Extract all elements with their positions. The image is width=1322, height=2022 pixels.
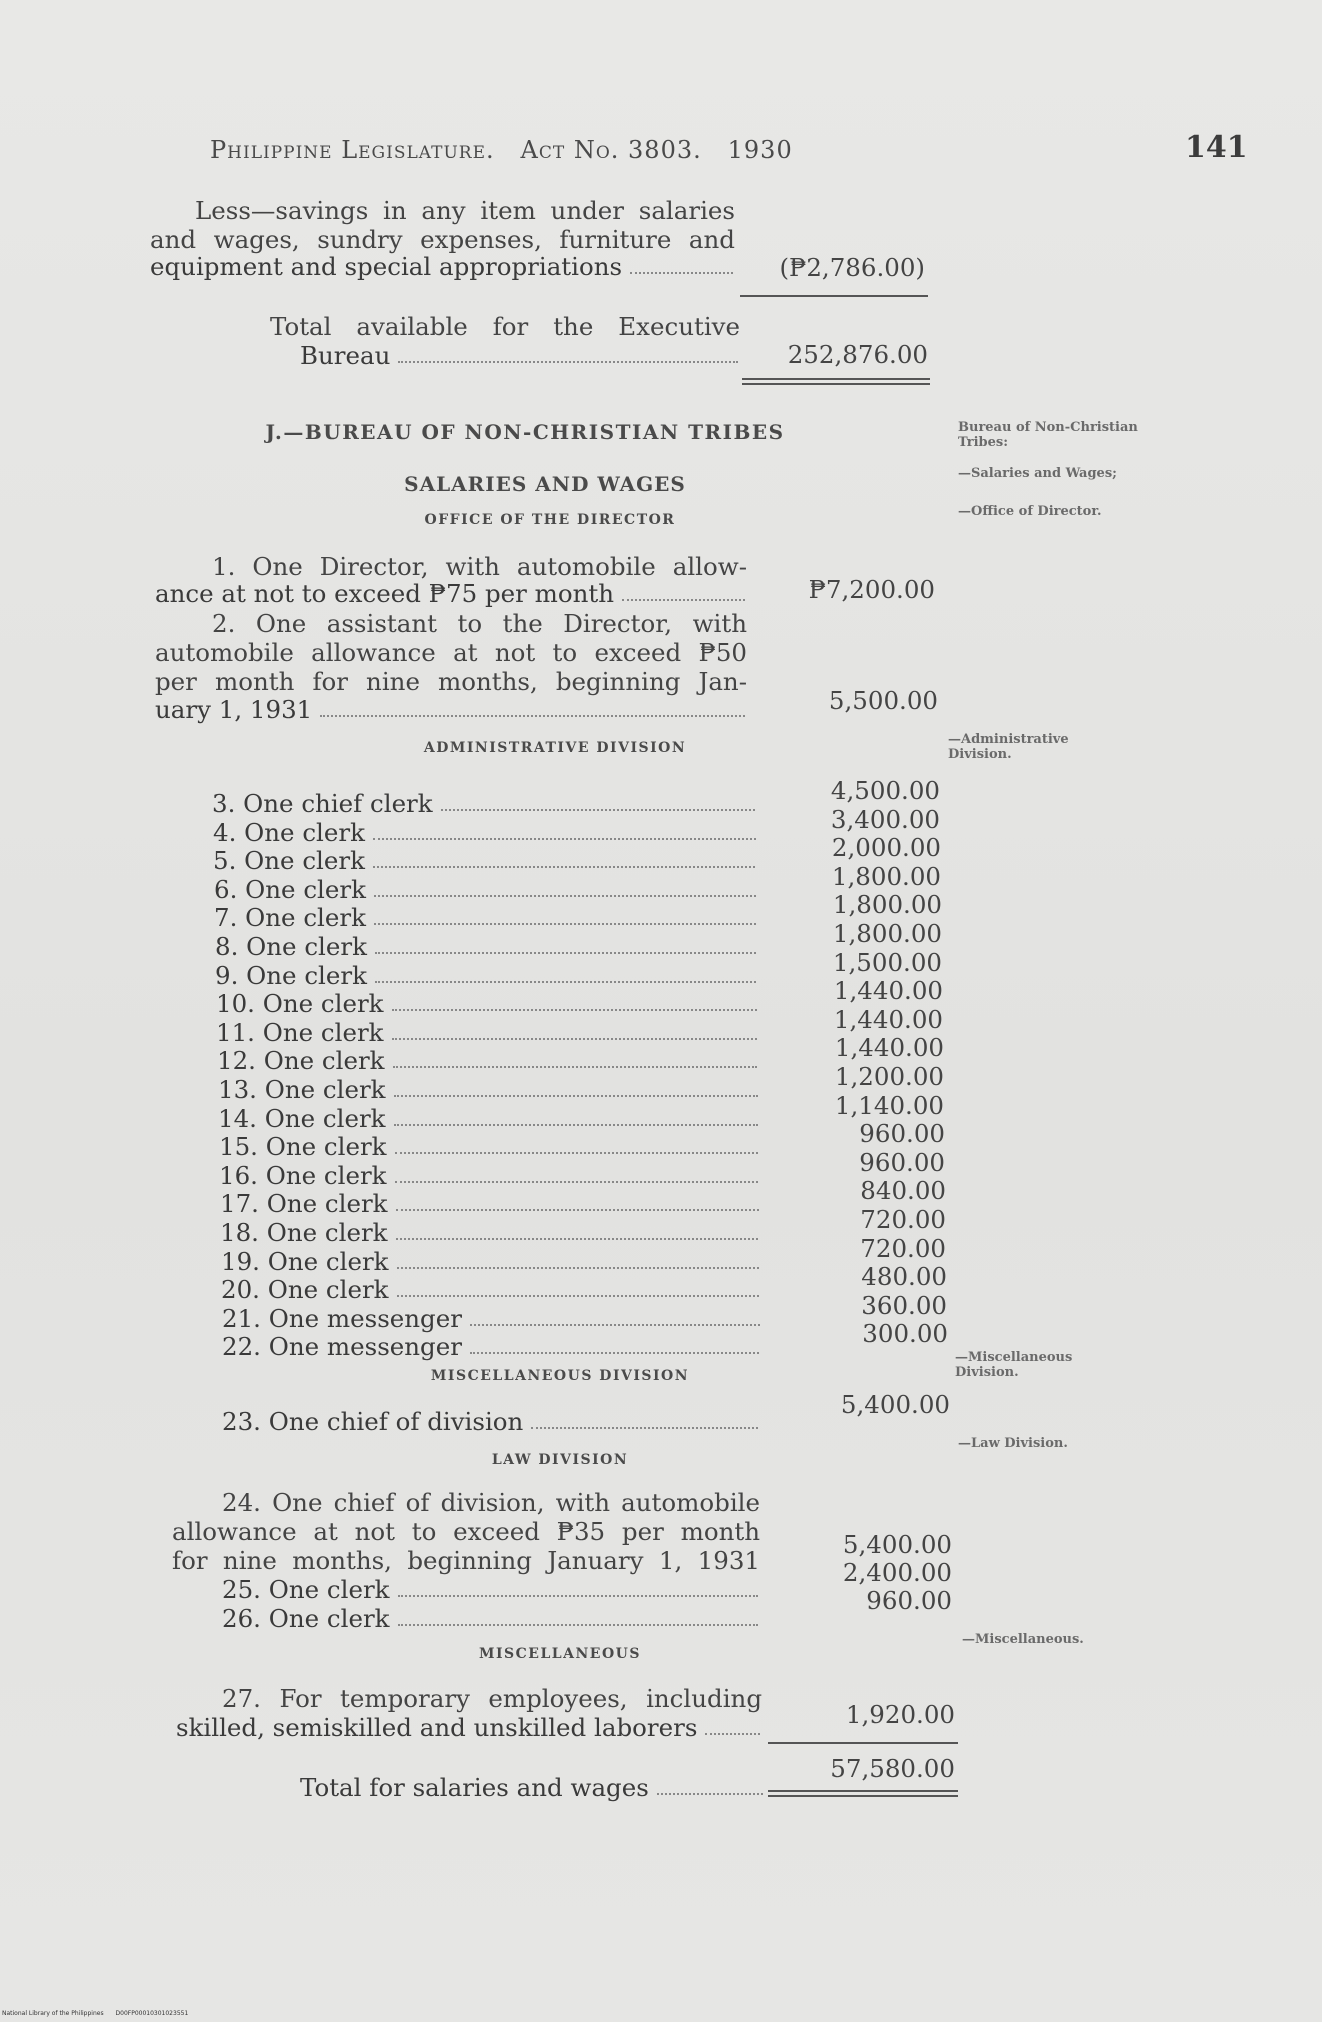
item-1-line-2: ance at not to exceed ₱75 per month <box>155 579 615 608</box>
admin-item-row <box>221 1276 761 1304</box>
salaries-heading: SALARIES AND WAGES <box>404 472 686 496</box>
admin-item-row <box>214 904 758 932</box>
less-line-2-wrap <box>150 225 735 254</box>
admin-item-row <box>218 1105 760 1133</box>
admin-item-amount: 300.00 <box>862 1319 948 1348</box>
admin-heading: ADMINISTRATIVE DIVISION <box>423 740 687 756</box>
less-line-3-row <box>150 253 735 281</box>
item-27-line-1: 27. For temporary employees, including <box>222 1684 762 1713</box>
admin-item-amount: 960.00 <box>859 1148 945 1177</box>
item-24-line-1: 24. One chief of division, with automobile <box>222 1488 760 1517</box>
admin-item-row <box>222 1333 761 1361</box>
admin-item-row <box>219 1133 760 1161</box>
admin-item-row <box>217 1047 759 1075</box>
section-title: J.—BUREAU OF NON-CHRISTIAN TRIBES <box>265 420 785 444</box>
total-salaries-amount: 57,580.00 <box>830 1754 955 1783</box>
admin-item-amount: 1,440.00 <box>833 1005 943 1034</box>
admin-item-label: 22. One messenger <box>222 1332 462 1361</box>
sidenote-law: —Law Division. <box>958 1436 1068 1451</box>
admin-item-label: 5. One clerk <box>213 846 365 875</box>
item-25-row <box>222 1576 760 1604</box>
total-exec-line-2-row <box>300 342 740 370</box>
admin-item-label: 11. One clerk <box>216 1018 384 1047</box>
item-25-amount: 2,400.00 <box>842 1558 952 1587</box>
admin-item-label: 8. One clerk <box>215 932 367 961</box>
admin-item-label: 20. One clerk <box>221 1275 389 1304</box>
admin-item-amount: 1,800.00 <box>831 862 941 891</box>
admin-item-label: 7. One clerk <box>214 903 366 932</box>
less-line-3: equipment and special appropriations <box>150 252 623 281</box>
item-26-row <box>222 1605 760 1633</box>
item-2-line-1: 2. One assistant to the Director, with <box>212 609 747 638</box>
admin-item-row <box>220 1190 761 1218</box>
footer-library: National Library of the Philippines <box>2 2010 104 2017</box>
admin-item-label: 12. One clerk <box>217 1046 385 1075</box>
item-24-line-1-wrap <box>222 1488 760 1517</box>
misc-heading: MISCELLANEOUS <box>478 1646 641 1662</box>
page-number: 141 <box>1185 130 1248 165</box>
item-26-label: 26. One clerk <box>222 1604 390 1633</box>
admin-item-amount: 3,400.00 <box>830 805 940 834</box>
admin-item-row <box>216 1019 759 1047</box>
rule <box>768 1742 958 1744</box>
admin-item-label: 21. One messenger <box>222 1304 462 1333</box>
item-2-line-2-wrap <box>155 638 747 667</box>
running-header <box>210 136 793 164</box>
item-1-line-1-wrap <box>212 552 747 581</box>
item-27-amount: 1,920.00 <box>845 1700 955 1729</box>
item-26-amount: 960.00 <box>866 1586 952 1615</box>
item-2-line-3: per month for nine months, beginning Jan- <box>155 667 747 696</box>
sidenote-admin: —Administrative Division. <box>948 732 1069 762</box>
admin-item-amount: 1,440.00 <box>834 1033 944 1062</box>
admin-item-amount: 4,500.00 <box>830 776 940 805</box>
admin-item-amount: 1,800.00 <box>832 919 942 948</box>
less-savings-paragraph <box>195 196 735 225</box>
less-amount: (₱2,786.00) <box>779 253 925 282</box>
admin-item-row <box>215 933 758 961</box>
admin-item-label: 15. One clerk <box>219 1132 387 1161</box>
admin-item-amount: 1,140.00 <box>834 1091 944 1120</box>
admin-item-amount: 360.00 <box>861 1291 947 1320</box>
double-rule <box>768 1790 958 1797</box>
item-24-line-3-wrap <box>172 1546 760 1575</box>
scan-footer <box>2 2010 198 2017</box>
admin-item-amount: 1,440.00 <box>833 976 943 1005</box>
admin-item-row <box>219 1162 760 1190</box>
item-1-line-1: 1. One Director, with automobile allow- <box>212 552 747 581</box>
admin-item-row <box>213 819 758 847</box>
item-23-row <box>222 1408 760 1436</box>
total-exec-amount: 252,876.00 <box>787 340 928 369</box>
year: 1930 <box>727 136 793 164</box>
item-24-amount: 5,400.00 <box>842 1530 952 1559</box>
admin-item-amount: 720.00 <box>860 1205 946 1234</box>
item-2-line-3-wrap <box>155 667 747 696</box>
admin-item-label: 13. One clerk <box>218 1075 386 1104</box>
office-heading: OFFICE OF THE DIRECTOR <box>424 512 676 528</box>
admin-item-amount: 840.00 <box>860 1176 946 1205</box>
admin-item-label: 4. One clerk <box>213 818 365 847</box>
item-25-label: 25. One clerk <box>222 1575 390 1604</box>
admin-item-amount: 720.00 <box>860 1234 946 1263</box>
admin-item-row <box>215 962 758 990</box>
item-27-line-2: skilled, semiskilled and unskilled laborers <box>176 1713 698 1742</box>
item-2-amount: 5,500.00 <box>828 686 938 715</box>
rule <box>740 295 928 297</box>
footer-code: D00FP00010301023551 <box>115 2010 189 2017</box>
law-heading: LAW DIVISION <box>491 1452 629 1468</box>
total-salaries-label: Total for salaries and wages <box>300 1773 649 1802</box>
admin-item-label: 19. One clerk <box>221 1247 389 1276</box>
item-2-line-4-row <box>155 696 747 724</box>
admin-item-label: 17. One clerk <box>220 1189 388 1218</box>
admin-item-label: 10. One clerk <box>216 989 384 1018</box>
admin-item-label: 6. One clerk <box>214 875 366 904</box>
admin-item-row <box>221 1248 761 1276</box>
item-23-amount: 5,400.00 <box>840 1390 950 1419</box>
running-title: Philippine Legislature. <box>210 136 495 164</box>
admin-item-label: 18. One clerk <box>220 1218 388 1247</box>
misc-division-heading: MISCELLANEOUS DIVISION <box>430 1368 690 1384</box>
admin-item-row <box>222 1305 762 1333</box>
item-27-line-1-wrap <box>222 1684 762 1713</box>
total-exec-line-2: Bureau <box>300 341 391 370</box>
admin-item-row <box>220 1219 760 1247</box>
admin-item-row <box>212 790 757 818</box>
admin-item-row <box>216 990 759 1018</box>
sidenote-misc-division: —Miscellaneous Division. <box>955 1350 1073 1380</box>
sidenote-bureau: Bureau of Non-Christian Tribes: <box>958 420 1138 450</box>
item-24-line-2: allowance at not to exceed ₱35 per month <box>172 1517 760 1546</box>
admin-item-row <box>218 1076 760 1104</box>
item-1-line-2-row <box>155 580 747 608</box>
admin-item-amount: 1,200.00 <box>834 1062 944 1091</box>
total-salaries-row <box>300 1774 765 1802</box>
item-23-label: 23. One chief of division <box>222 1407 524 1436</box>
admin-item-label: 16. One clerk <box>219 1161 387 1190</box>
admin-item-label: 3. One chief clerk <box>212 789 433 818</box>
less-line-2: and wages, sundry expenses, furniture and <box>150 225 735 254</box>
sidenote-misc: —Miscellaneous. <box>962 1632 1084 1647</box>
item-27-line-2-row <box>176 1714 762 1742</box>
admin-item-row <box>214 876 758 904</box>
sidenote-salaries: —Salaries and Wages; <box>958 466 1117 481</box>
admin-item-amount: 1,500.00 <box>832 948 942 977</box>
less-line-1: Less—savings in any item under salaries <box>195 196 735 225</box>
admin-item-amount: 480.00 <box>861 1262 947 1291</box>
item-24-line-3: for nine months, beginning January 1, 1931 <box>172 1546 760 1575</box>
admin-item-row <box>213 847 757 875</box>
admin-item-amount: 1,800.00 <box>832 890 942 919</box>
item-2-line-4: uary 1, 1931 <box>155 695 313 724</box>
item-2-line-2: automobile allowance at not to exceed ₱50 <box>155 638 747 667</box>
item-1-amount: ₱7,200.00 <box>808 575 935 604</box>
act-number: Act No. 3803. <box>520 136 702 164</box>
total-exec-line-1: Total available for the Executive <box>270 312 740 341</box>
total-exec-line-1-wrap <box>270 312 740 341</box>
item-2-line-1-wrap <box>212 609 747 638</box>
sidenote-office: —Office of Director. <box>958 504 1102 519</box>
admin-item-amount: 2,000.00 <box>831 833 941 862</box>
admin-item-label: 9. One clerk <box>215 961 367 990</box>
double-rule <box>742 378 930 385</box>
admin-item-label: 14. One clerk <box>218 1104 386 1133</box>
admin-item-amount: 960.00 <box>859 1119 945 1148</box>
item-24-line-2-wrap <box>172 1517 760 1546</box>
